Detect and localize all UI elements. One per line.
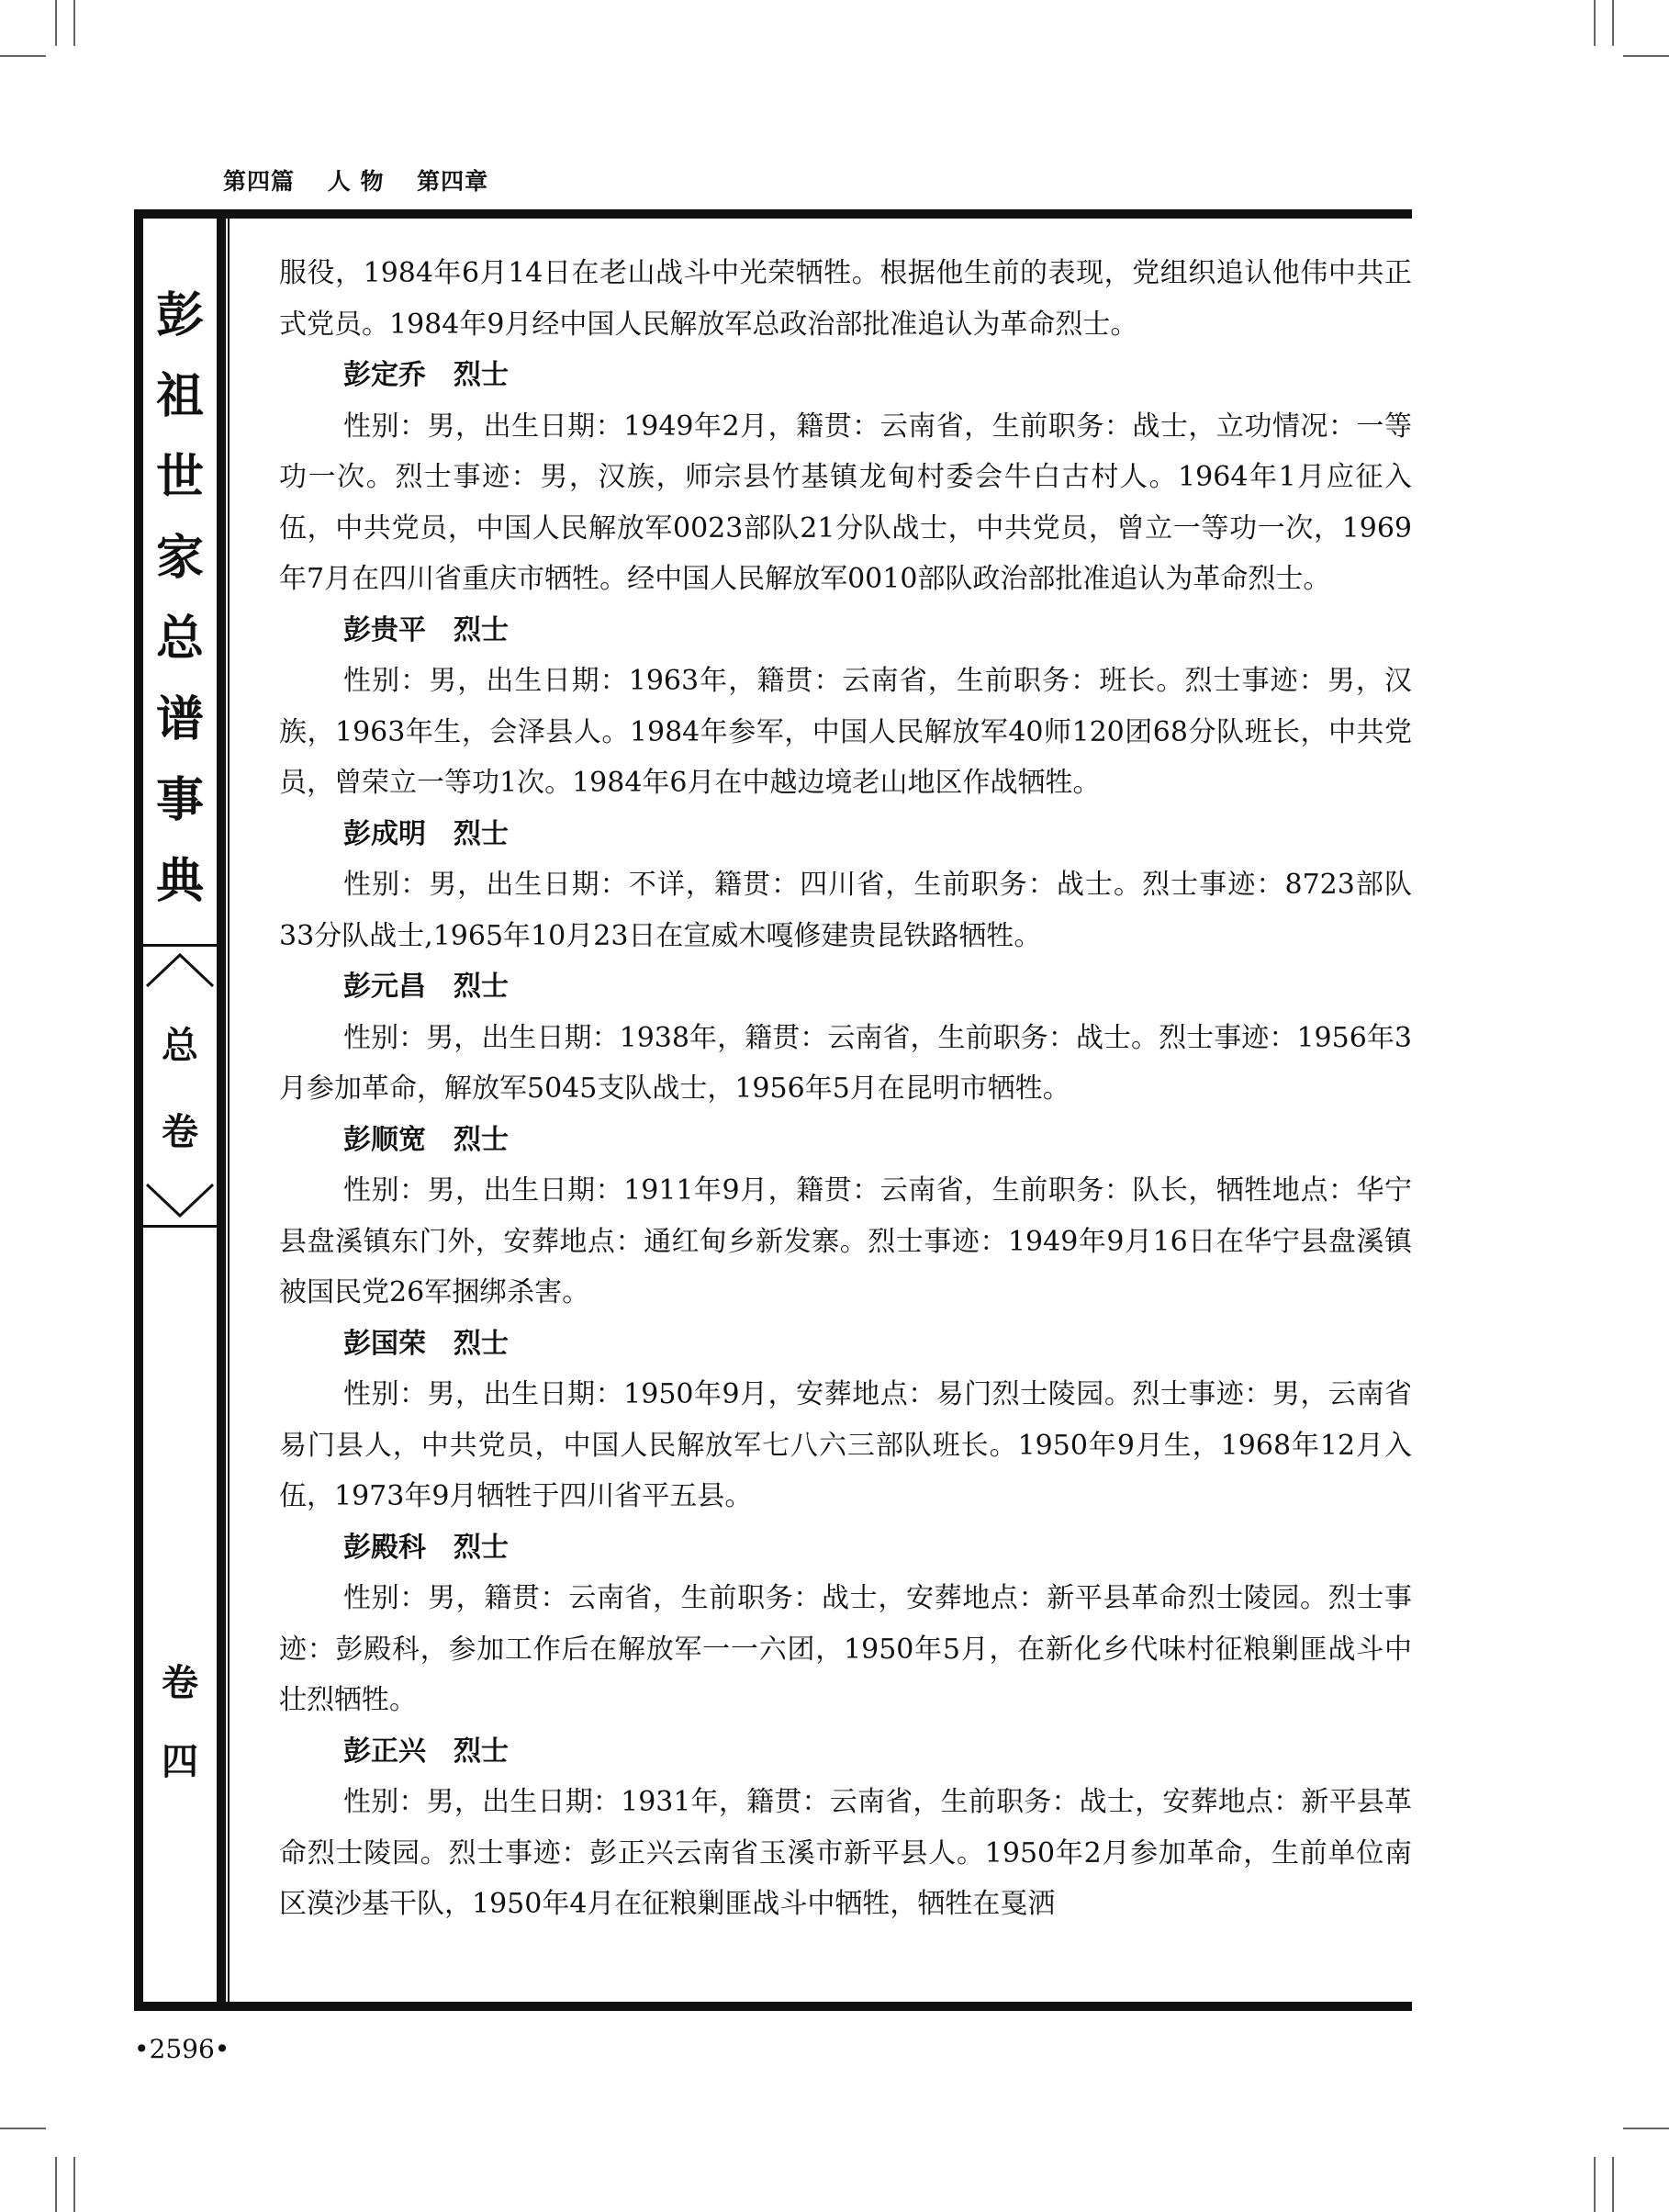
entry-name: 彭正兴 [343, 1735, 426, 1768]
sidebar-divider [143, 944, 217, 947]
crop-mark [73, 2157, 75, 2212]
title-char: 总 [155, 612, 204, 667]
title-char: 事 [155, 773, 204, 828]
bottom-rule [134, 2002, 1412, 2011]
crop-mark [0, 2128, 46, 2129]
header-part: 第四篇 [223, 168, 296, 195]
crop-mark [1623, 55, 1669, 57]
entry-tag: 烈士 [454, 817, 509, 850]
main-text [279, 248, 1412, 1930]
crop-mark [55, 2157, 57, 2212]
entry-tag: 烈士 [454, 971, 509, 1003]
entry-heading [279, 350, 1412, 401]
entry-name: 彭殿科 [343, 1531, 426, 1564]
title-char: 世 [155, 450, 204, 505]
sidebar-divider [143, 1225, 217, 1228]
entry-heading [279, 809, 1412, 860]
intro-paragraph: 服役，1984年6月14日在老山战斗中光荣牺牲。根据他生前的表现，党组织追认他伟中共正式党员。1984年9月经中国人民解放军总政治部批准追认为革命烈士。 [279, 257, 1412, 341]
juan-char: 卷 [162, 1662, 198, 1704]
title-char: 祖 [155, 369, 204, 424]
entry-body: 性别：男，出生日期：1950年9月，安葬地点：易门烈士陵园。烈士事迹：男，云南省易门县人，中共党员，中国人民解放军七八六三部队班长。1950年9月生，1968年12月入伍，1973年9月牺牲于四川省平五县。 [279, 1378, 1412, 1512]
entry-body: 性别：男，出生日期：1938年，籍贯：云南省，生前职务：战士。烈士事迹：1956年3月参加革命，解放军5045支队战士，1956年5月在昆明市牺牲。 [279, 1021, 1412, 1105]
entry-body: 性别：男，出生日期：1963年，籍贯：云南省，生前职务：班长。烈士事迹：男，汉族，1963年生，会泽县人。1984年参军，中国人民解放军40师120团68分队班长，中共党员，曾荣立一等功1次。1984年6月在中越边境老山地区作战牺牲。 [279, 665, 1412, 799]
entry-heading [279, 961, 1412, 1013]
page-number: •2596• [134, 2034, 230, 2064]
crop-mark [1594, 0, 1596, 46]
entry-heading [279, 1115, 1412, 1166]
entry-tag: 烈士 [454, 613, 509, 646]
crop-mark [1612, 0, 1614, 46]
entry-name: 彭成明 [343, 817, 426, 850]
entry-tag: 烈士 [454, 1327, 509, 1360]
entry-body: 性别：男，出生日期：1911年9月，籍贯：云南省，生前职务：队长，牺牲地点：华宁县盘溪镇东门外，安葬地点：通红甸乡新发寨。烈士事迹：1949年9月16日在华宁县盘溪镇被国民党26军捆绑杀害。 [279, 1174, 1412, 1308]
entry-name: 彭定乔 [343, 359, 426, 391]
crop-mark [73, 0, 75, 46]
entry-heading [279, 605, 1412, 657]
sidebar-border-thin [228, 219, 230, 2002]
sidebar-juan-label [143, 1644, 217, 1802]
entry-tag: 烈士 [454, 1735, 509, 1768]
entry-name: 彭贵平 [343, 613, 426, 646]
crop-mark [1623, 2128, 1669, 2129]
crop-mark [1594, 2157, 1596, 2212]
juan-char: 四 [162, 1741, 198, 1783]
sidebar-book-title [143, 275, 217, 922]
entry-tag: 烈士 [454, 359, 509, 391]
entry-tag: 烈士 [454, 1531, 509, 1564]
sidebar-border-inner [217, 209, 226, 2011]
running-header [223, 163, 512, 196]
chevron-down-icon [143, 1183, 217, 1219]
crop-mark [1612, 2157, 1614, 2212]
volume-char: 卷 [162, 1111, 198, 1153]
header-chapter: 第四章 [417, 168, 489, 195]
entry-name: 彭元昌 [343, 971, 426, 1003]
entry-body: 性别：男，出生日期：1931年，籍贯：云南省，生前职务：战士，安葬地点：新平县革命烈士陵园。烈士事迹：彭正兴云南省玉溪市新平县人。1950年2月参加革命，生前单位南区漠沙基干队，1950年4月在征粮剿匪战斗中牺牲，牺牲在戛洒 [279, 1786, 1412, 1920]
title-char: 家 [155, 531, 204, 586]
chevron-up-icon [143, 951, 217, 988]
entry-body: 性别：男，出生日期：不详，籍贯：四川省，生前职务：战士。烈士事迹：8723部队33分队战士,1965年10月23日在宣威木嘎修建贵昆铁路牺牲。 [279, 869, 1412, 952]
entry-body: 性别：男，出生日期：1949年2月，籍贯：云南省，生前职务：战士，立功情况：一等功一次。烈士事迹：男，汉族，师宗县竹基镇龙甸村委会牛白古村人。1964年1月应征入伍，中共党员，中国人民解放军0023部队21分队战士，中共党员，曾立一等功一次，1969年7月在四川省重庆市牺牲。经中国人民解放军0010部队政治部批准追认为革命烈士。 [279, 410, 1412, 595]
crop-mark [55, 0, 57, 46]
entry-heading [279, 1726, 1412, 1778]
title-char: 彭 [155, 288, 204, 343]
sidebar-border-outer [134, 209, 143, 2011]
sidebar-volume-label [143, 1003, 217, 1175]
volume-char: 总 [162, 1025, 198, 1067]
title-char: 谱 [155, 692, 204, 747]
top-rule [134, 209, 1412, 219]
entry-heading [279, 1522, 1412, 1574]
entry-heading [279, 1319, 1412, 1370]
entry-body: 性别：男，籍贯：云南省，生前职务：战士，安葬地点：新平县革命烈士陵园。烈士事迹：彭殿科，参加工作后在解放军一一六团，1950年5月，在新化乡代味村征粮剿匪战斗中壮烈牺牲。 [279, 1582, 1412, 1716]
entry-name: 彭国荣 [343, 1327, 426, 1360]
crop-mark [0, 55, 46, 57]
title-char: 典 [155, 854, 204, 909]
entry-tag: 烈士 [454, 1123, 509, 1156]
entry-name: 彭顺宽 [343, 1123, 426, 1156]
header-section: 人 物 [327, 168, 385, 195]
